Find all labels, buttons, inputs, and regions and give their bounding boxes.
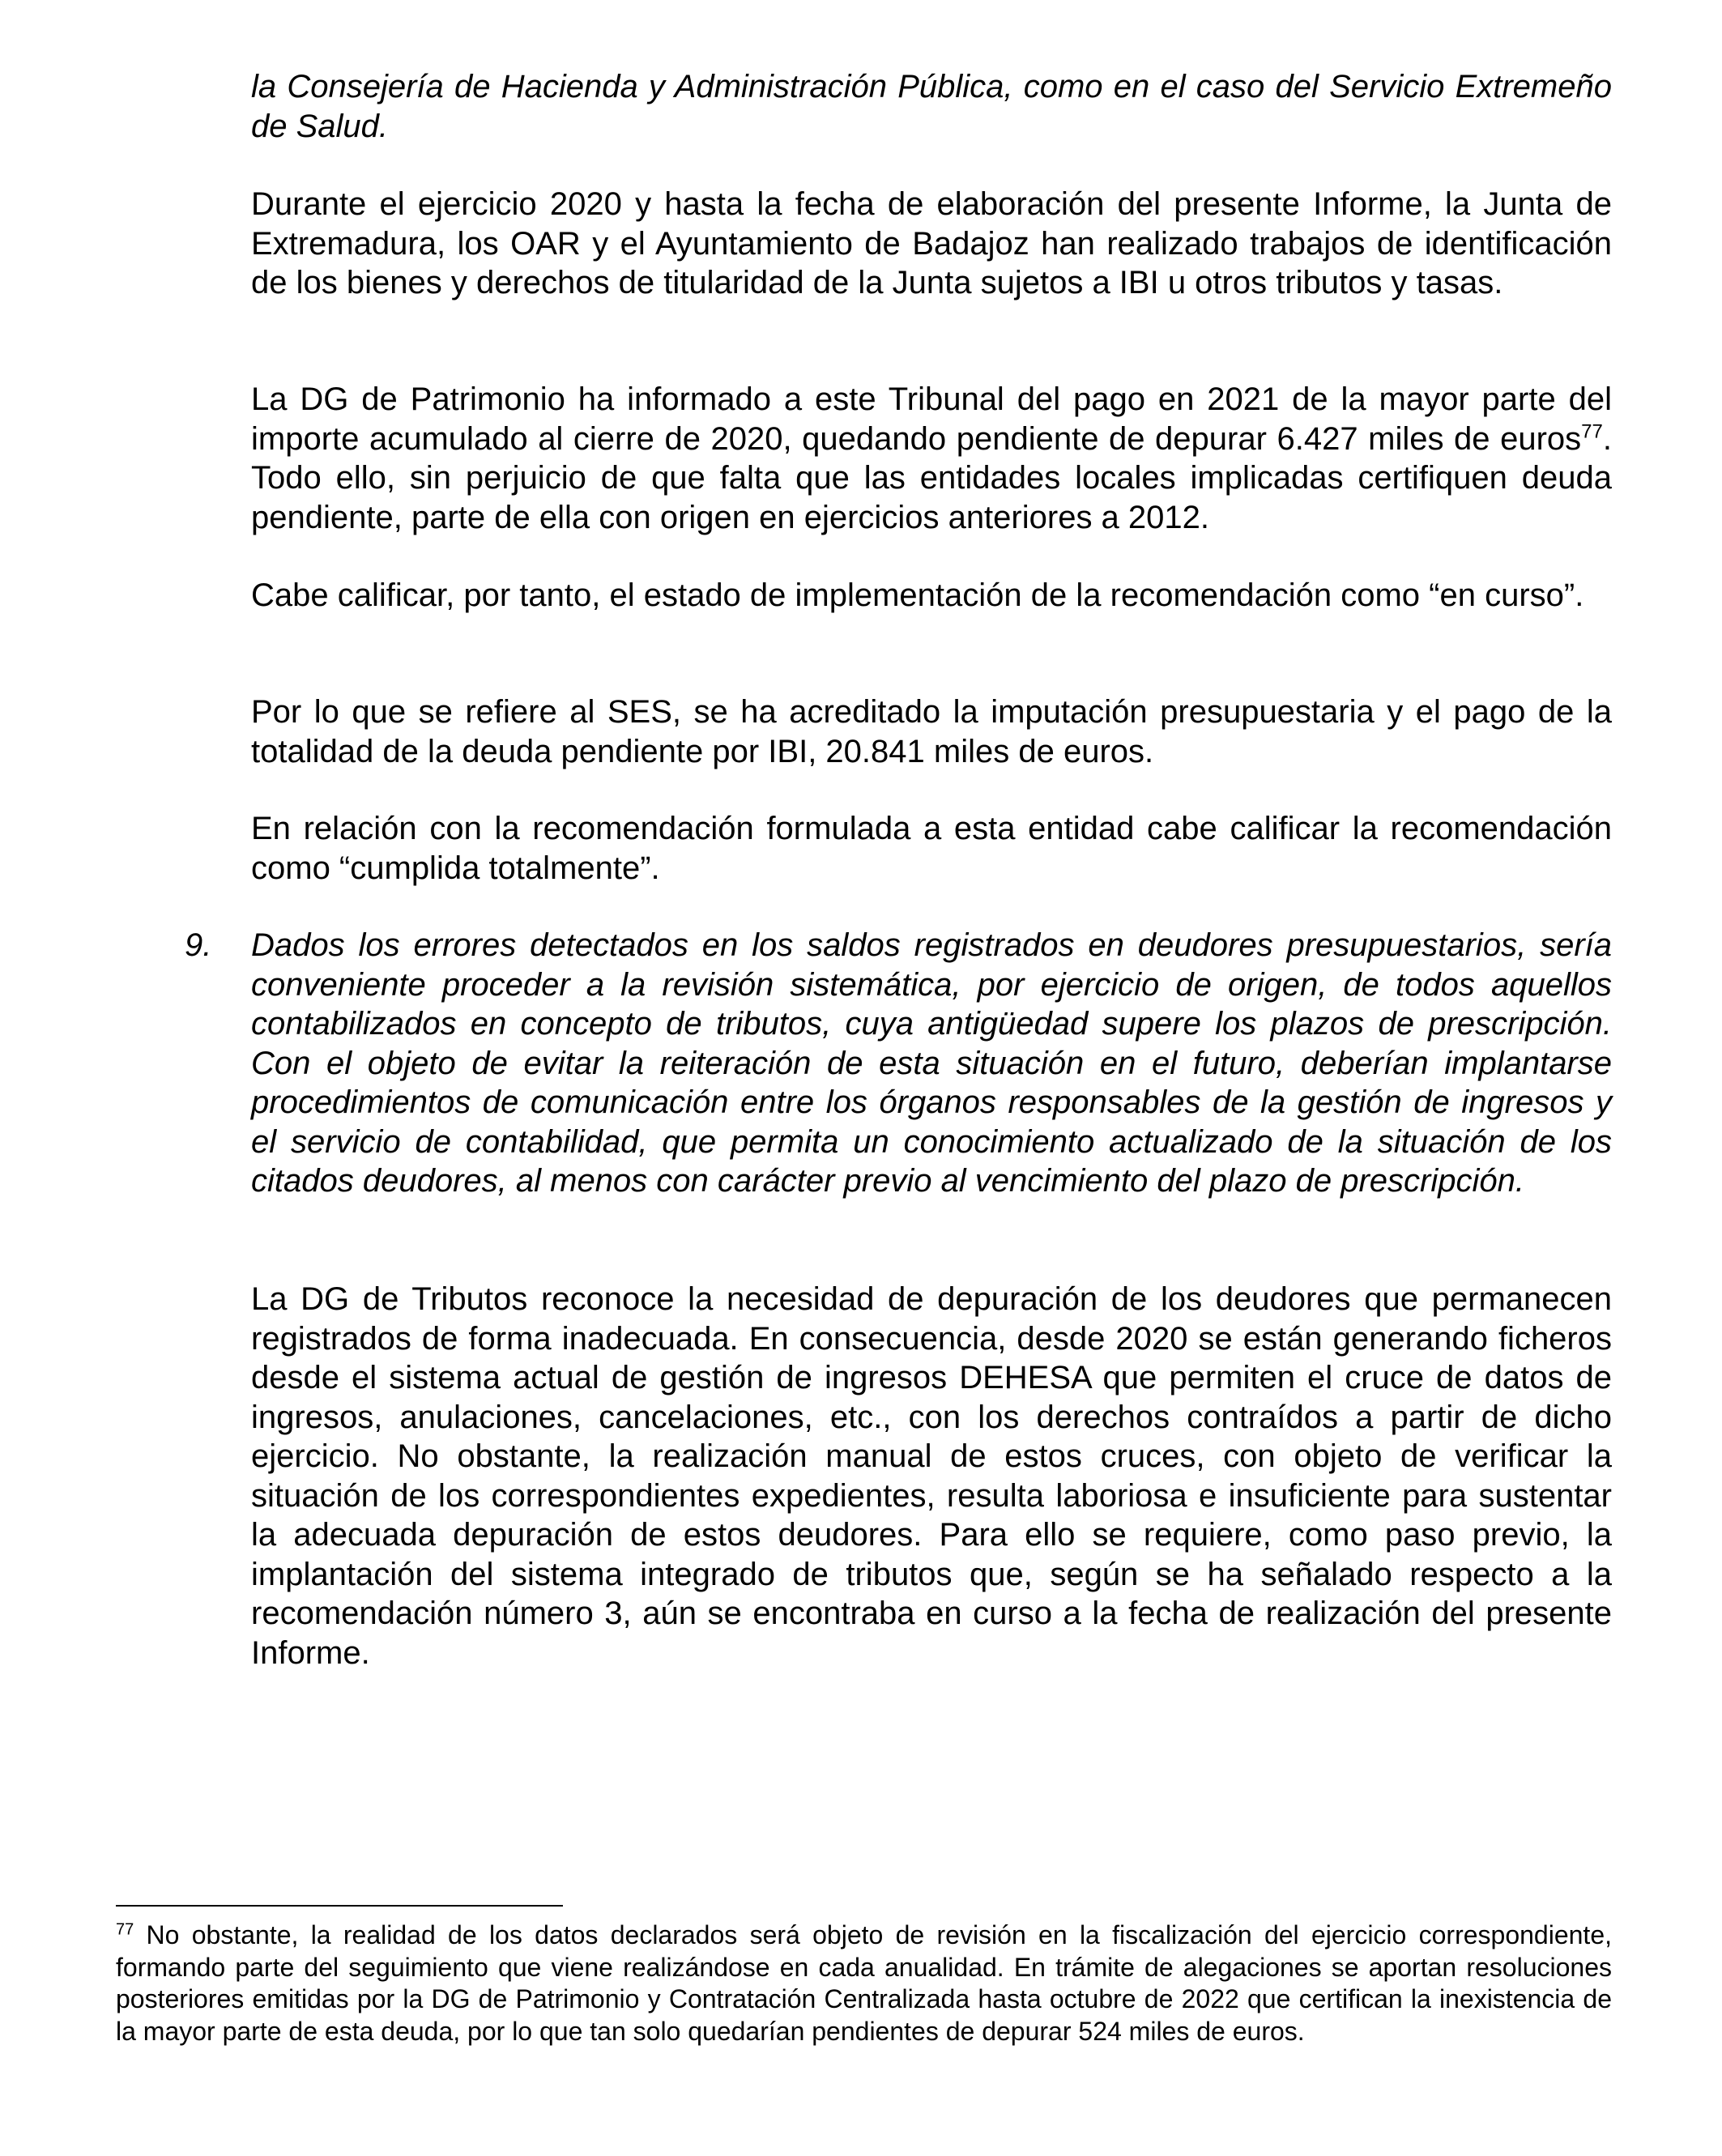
paragraph-cumplida-totalmente: En relación con la recomendación formulada a esta entidad cabe calificar la recomendación como “cumplida totalmente”.: [251, 811, 1612, 886]
paragraph-ses: Por lo que se refiere al SES, se ha acreditado la imputación presupuestaria y el pago de la totalidad de la deuda pendiente por IBI, 20.841 miles de euros.: [251, 694, 1612, 769]
footnote-text: No obstante, la realidad de los datos declarados será objeto de revisión en la fiscalización del ejercicio correspondiente, formando parte del seguimiento que viene realizándose en cada anualidad. En trámite de alegaciones se aportan resoluciones posteriores emitidas por la DG de Patrimonio y Contratación Centralizada hasta octubre de 2022 que certifican la inexistencia de la mayor parte de esta deuda, por lo que tan solo quedarían pendientes de depurar 524 miles de euros.: [116, 1920, 1612, 2046]
paragraph-ejercicio-2020: Durante el ejercicio 2020 y hasta la fecha de elaboración del presente Informe, la Junta de Extremadura, los OAR y el Ayuntamiento de Badajoz han realizado trabajos de identificación de los bienes y derechos de titularidad de la Junta sujetos a IBI u otros tributos y tasas.: [251, 186, 1612, 300]
paragraph-dg-patrimonio: [251, 380, 1612, 537]
footnote-number: 77: [116, 1920, 134, 1939]
paragraph-dg-tributos: La DG de Tributos reconoce la necesidad de depuración de los deudores que permanecen registrados de forma inadecuada. En consecuencia, desde 2020 se están generando ficheros desde el sistema actual de gestión de ingresos DEHESA que permiten el cruce de datos de ingresos, anulaciones, cancelaciones, etc., con los derechos contraídos a partir de dicho ejercicio. No obstante, la realización manual de estos cruces, con objeto de verificar la situación de los correspondientes expedientes, resulta laboriosa e insuficiente para sustentar la adecuada depuración de estos deudores. Para ello se requiere, como paso previo, la implantación del sistema integrado de tributos que, según se ha señalado respecto a la recomendación número 3, aún se encontraba en curso a la fecha de realización del presente Informe.: [251, 1281, 1612, 1671]
paragraph-dg-patrimonio-text: La DG de Patrimonio ha informado a este Tribunal del pago en 2021 de la mayor parte del importe acumulado al cierre de 2020, quedando pendiente de depurar 6.427 miles de euros: [251, 381, 1612, 457]
footnote-77: [116, 1920, 1612, 2047]
footnote-reference-77: 77: [1581, 420, 1603, 443]
paragraph-calificacion-en-curso: Cabe calificar, por tanto, el estado de implementación de la recomendación como “en curso”.: [251, 577, 1584, 613]
recommendation-number: 9.: [185, 927, 212, 963]
recommendation-9-text: Dados los errores detectados en los saldos registrados en deudores presupuestarios, sería conveniente proceder a la revisión sistemática, por ejercicio de origen, de todos aquellos contabilizados en concepto de tributos, cuya antigüedad supere los plazos de prescripción. Con el objeto de evitar la reiteración de esta situación en el futuro, deberían implantarse procedimientos de comunicación entre los órganos responsables de la gestión de ingresos y el servicio de contabilidad, que permita un conocimiento actualizado de la situación de los citados deudores, al menos con carácter previo al vencimiento del plazo de prescripción.: [251, 927, 1612, 1199]
paragraph-consejeria: la Consejería de Hacienda y Administración Pública, como en el caso del Servicio Extremeño de Salud.: [251, 69, 1612, 144]
footnote-separator: [116, 1905, 563, 1907]
paragraph-dg-patrimonio-text-cont: . Todo ello, sin perjuicio de que falta que las entidades locales implicadas certifiquen deuda pendiente, parte de ella con origen en ejercicios anteriores a 2012.: [251, 420, 1612, 535]
